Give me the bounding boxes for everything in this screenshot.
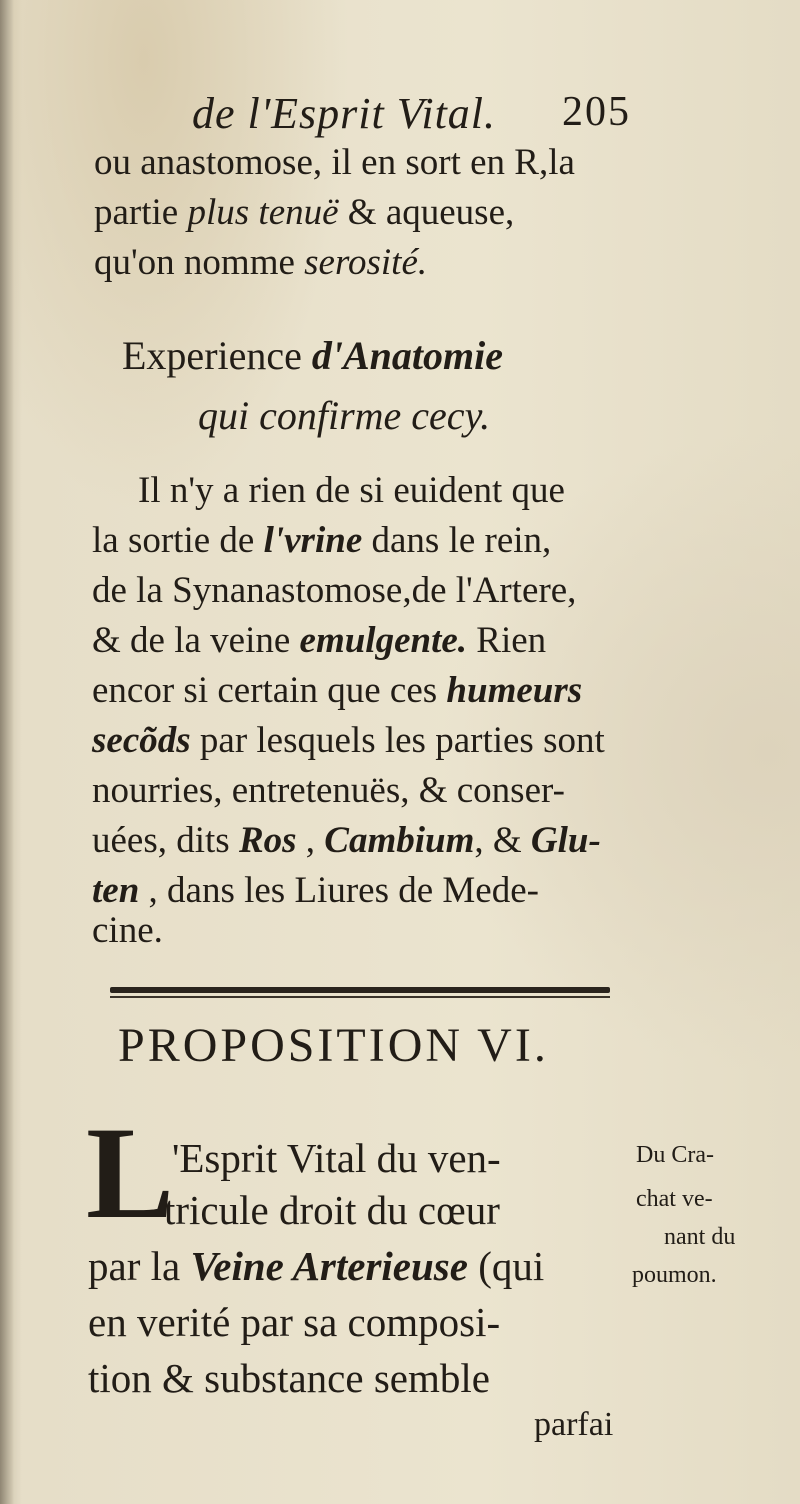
marginal-note-line-1: Du Cra- <box>636 1142 714 1168</box>
catchword: parfai <box>534 1406 614 1443</box>
para2-line-5 <box>92 666 582 716</box>
drop-cap: L <box>86 1099 175 1246</box>
marginal-note-line-3: nant du <box>664 1224 736 1250</box>
heading-italic: d'Anatomie <box>311 333 504 378</box>
italic-run: l'vrine <box>263 520 363 561</box>
section-rule <box>110 987 610 993</box>
section-rule-thin <box>110 996 610 998</box>
italic-run: Veine Arterieuse <box>190 1243 468 1289</box>
para2-line-6 <box>92 716 605 766</box>
text-run: par lesquels les parties sont <box>190 720 605 761</box>
marginal-note-line-2: chat ve- <box>636 1186 713 1212</box>
para2-line-10: cine. <box>92 910 163 951</box>
section-heading-line-2: qui confirme cecy. <box>198 393 491 438</box>
para2-line-2 <box>92 516 551 566</box>
italic-run: secõds <box>92 720 191 761</box>
italic-run: humeurs <box>446 670 583 711</box>
para3-line-4: en verité par sa composi- <box>88 1299 501 1345</box>
text-run: (qui <box>467 1243 545 1289</box>
text-run: Rien <box>467 620 547 661</box>
para2-line-3: de la Synanastomose,de l'Artere, <box>92 570 577 611</box>
text-run: uées, dits <box>92 820 239 861</box>
para3-line-1: 'Esprit Vital du ven- <box>172 1135 501 1181</box>
text-run: encor si certain que ces <box>92 670 447 711</box>
text-run: partie <box>94 192 188 233</box>
proposition-heading: PROPOSITION VI. <box>118 1019 549 1072</box>
heading-roman: Experience <box>122 333 312 378</box>
italic-run: Cambium <box>324 820 475 861</box>
page-number: 205 <box>562 89 631 135</box>
para3-line-2: tricule droit du cœur <box>164 1187 500 1233</box>
marginal-note-line-4: poumon. <box>632 1262 717 1288</box>
italic-run: Ros <box>238 820 297 861</box>
text-run: qu'on nomme <box>94 242 305 283</box>
text-run: , & <box>474 820 531 861</box>
para3-line-3 <box>88 1238 544 1294</box>
text-run: par la <box>88 1243 191 1289</box>
para1-line-1: ou anastomose, il en sort en R,la <box>94 142 575 183</box>
italic-run: emulgente. <box>299 620 468 661</box>
text-run: la sortie de <box>92 520 264 561</box>
text-run: , dans les Liures de Mede- <box>139 870 539 911</box>
section-heading-line-1 <box>122 328 503 384</box>
para1-line-2 <box>94 188 638 238</box>
para2-line-1: Il n'y a rien de si euident que <box>138 470 565 511</box>
italic-run: ten <box>92 870 140 911</box>
text-run: dans le rein, <box>362 520 552 561</box>
text-run: & aqueuse, <box>338 192 515 233</box>
italic-run: serosité. <box>304 242 428 283</box>
running-title: de l'Esprit Vital. <box>192 89 497 138</box>
para3-line-5: tion & substance semble <box>88 1355 490 1401</box>
text-run: , <box>296 820 325 861</box>
para2-line-4 <box>92 616 546 666</box>
italic-run: Glu- <box>530 820 601 861</box>
para2-line-8 <box>92 816 601 866</box>
text-run: & de la veine <box>92 620 300 661</box>
page-gutter-shadow <box>0 0 14 1504</box>
para1-line-3 <box>94 238 427 288</box>
italic-run: plus tenuë <box>187 192 339 233</box>
para2-line-7: nourries, entretenuës, & conser- <box>92 770 565 811</box>
